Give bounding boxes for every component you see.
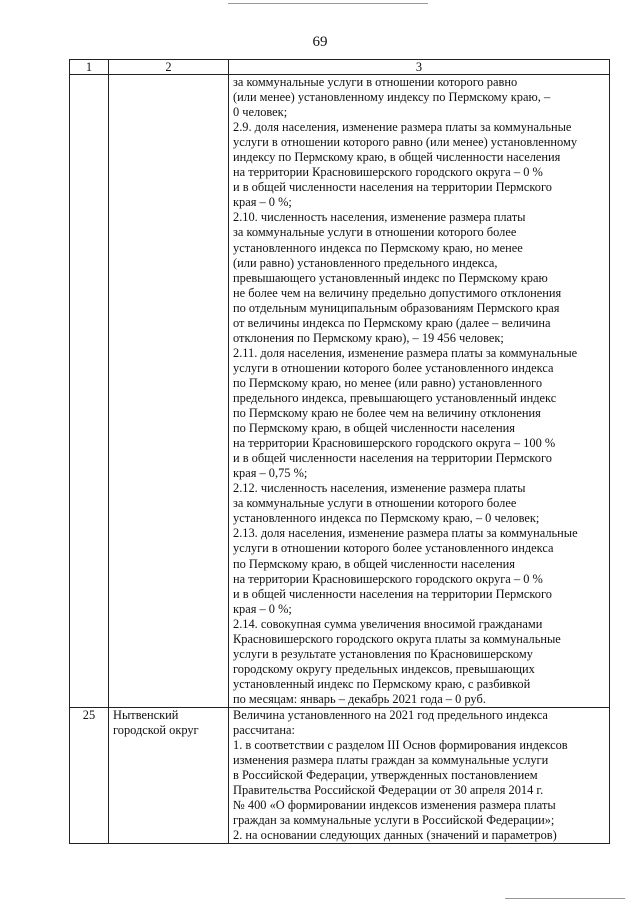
text-line: городской округ bbox=[113, 723, 199, 738]
row-number-cell: 25 bbox=[70, 707, 109, 843]
text-line: от величины индекса по Пермскому краю (далее – величина bbox=[233, 315, 551, 330]
table-header-row bbox=[70, 60, 610, 75]
text-line: 2.10. численность населения, изменение размера платы bbox=[233, 210, 526, 225]
column-header-3: 3 bbox=[229, 60, 610, 75]
text-line: услуги в отношении которого равно (или менее) установленному bbox=[233, 135, 578, 150]
text-line: 2.14. совокупная сумма увеличения вносимой гражданами bbox=[233, 616, 543, 631]
text-line: Правительства Российской Федерации от 30 апреля 2014 г. bbox=[233, 783, 544, 798]
text-line: установленного индекса по Пермскому краю, но менее bbox=[233, 240, 523, 255]
text-line: (или равно) установленного предельного индекса, bbox=[233, 255, 498, 270]
text-line: по Пермскому краю, но менее (или равно) установленного bbox=[233, 375, 543, 390]
text-line: на территории Красновишерского городского округа – 0 % bbox=[233, 165, 543, 180]
text-line: по Пермскому краю, в общей численности населения bbox=[233, 556, 515, 571]
description-cell bbox=[229, 75, 610, 708]
column-header-2: 2 bbox=[109, 60, 229, 75]
text-line: не более чем на величину предельно допустимого отклонения bbox=[233, 285, 562, 300]
text-line: услуги в результате установления по Красновишерскому bbox=[233, 646, 533, 661]
text-line: городскому округу предельных индексов, превышающих bbox=[233, 661, 535, 676]
column-header-1: 1 bbox=[70, 60, 109, 75]
text-line: № 400 «О формировании индексов изменения размера платы bbox=[233, 798, 556, 813]
document-table bbox=[69, 59, 610, 844]
district-name bbox=[113, 708, 224, 738]
text-line: и в общей численности населения на территории Пермского bbox=[233, 180, 552, 195]
text-line: 2.11. доля населения, изменение размера платы за коммунальные bbox=[233, 345, 578, 360]
description-text bbox=[233, 708, 605, 843]
text-line: предельного индекса, превышающего установленный индекс bbox=[233, 390, 557, 405]
text-line: по месяцам: январь – декабрь 2021 года – 0 руб. bbox=[233, 691, 486, 706]
text-line: услуги в отношении которого более установленного индекса bbox=[233, 360, 554, 375]
page-number: 69 bbox=[312, 34, 328, 50]
text-line: по Пермскому краю не более чем на величину отклонения bbox=[233, 406, 541, 421]
text-line: за коммунальные услуги в отношении которого более bbox=[233, 496, 517, 511]
text-line: установленного индекса по Пермскому краю, – 0 человек; bbox=[233, 511, 540, 526]
text-line: рассчитана: bbox=[233, 723, 295, 738]
text-line: края – 0 %; bbox=[233, 195, 292, 210]
text-line: края – 0 %; bbox=[233, 601, 292, 616]
text-line: 2.9. доля населения, изменение размера платы за коммунальные bbox=[233, 120, 572, 135]
table-row bbox=[70, 75, 610, 708]
text-line: индексу по Пермскому краю, в общей численности населения bbox=[233, 150, 561, 165]
text-line: и в общей численности населения на территории Пермского bbox=[233, 586, 552, 601]
row-number-cell bbox=[70, 75, 109, 708]
text-line: по отдельным муниципальным образованиям Пермского края bbox=[233, 300, 560, 315]
text-line: края – 0,75 %; bbox=[233, 466, 308, 481]
description-text bbox=[233, 75, 605, 707]
text-line: превышающего установленный индекс по Пермскому краю bbox=[233, 270, 548, 285]
text-line: 0 человек; bbox=[233, 105, 288, 120]
text-line: (или менее) установленному индексу по Пермскому краю, – bbox=[233, 90, 551, 105]
text-line: в Российской Федерации, утвержденных постановлением bbox=[233, 768, 538, 783]
district-cell bbox=[109, 75, 229, 708]
district-cell bbox=[109, 707, 229, 843]
text-line: изменения размера платы граждан за коммунальные услуги bbox=[233, 753, 549, 768]
text-line: на территории Красновишерского городского округа – 0 % bbox=[233, 571, 543, 586]
text-line: 1. в соответствии с разделом III Основ формирования индексов bbox=[233, 738, 568, 753]
scan-artifact-line bbox=[505, 898, 625, 899]
text-line: услуги в отношении которого более установленного индекса bbox=[233, 541, 554, 556]
text-line: за коммунальные услуги в отношении которого равно bbox=[233, 75, 518, 89]
text-line: граждан за коммунальные услуги в Российской Федерации»; bbox=[233, 813, 555, 828]
scan-artifact-line bbox=[228, 3, 428, 4]
text-line: за коммунальные услуги в отношении которого более bbox=[233, 225, 517, 240]
description-cell bbox=[229, 707, 610, 843]
text-line: Нытвенский bbox=[113, 707, 179, 722]
text-line: 2.12. численность населения, изменение размера платы bbox=[233, 481, 526, 496]
text-line: и в общей численности населения на территории Пермского bbox=[233, 451, 552, 466]
text-line: Красновишерского городского округа платы за коммунальные bbox=[233, 631, 561, 646]
table-row bbox=[70, 707, 610, 843]
text-line: установленный индекс по Пермскому краю, с разбивкой bbox=[233, 676, 531, 691]
text-line: на территории Красновишерского городского округа – 100 % bbox=[233, 436, 556, 451]
text-line: 2. на основании следующих данных (значений и параметров) bbox=[233, 828, 557, 843]
text-line: Величина установленного на 2021 год предельного индекса bbox=[233, 707, 548, 722]
text-line: отклонения по Пермскому краю), – 19 456 человек; bbox=[233, 330, 504, 345]
text-line: 2.13. доля населения, изменение размера платы за коммунальные bbox=[233, 526, 578, 541]
text-line: по Пермскому краю, в общей численности населения bbox=[233, 421, 515, 436]
